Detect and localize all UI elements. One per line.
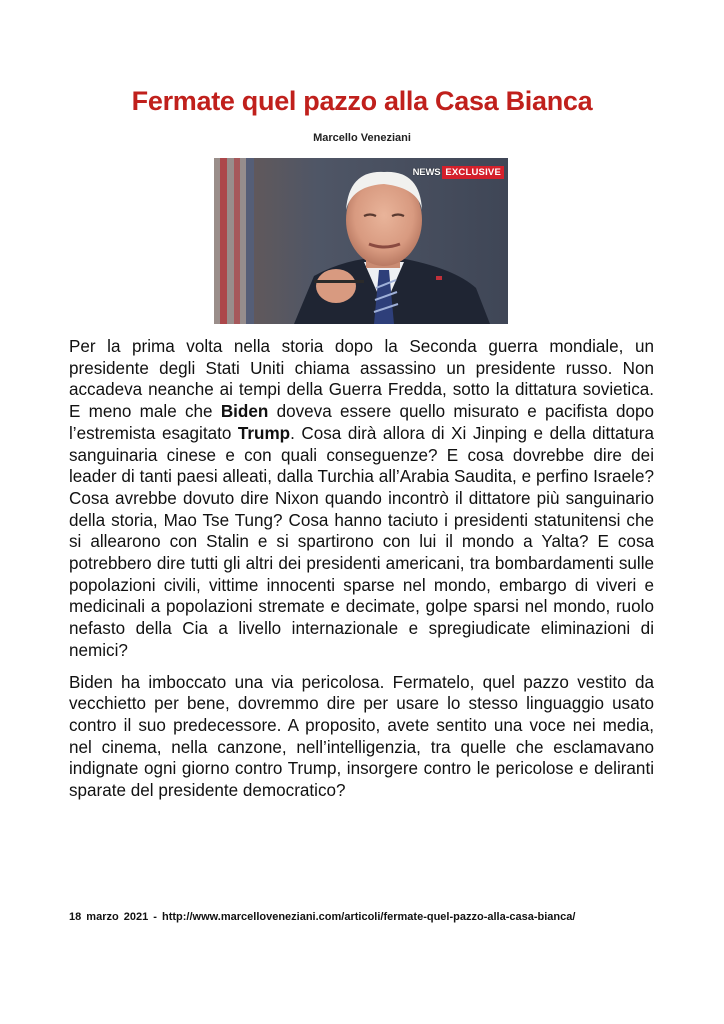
article-title: Fermate quel pazzo alla Casa Bianca	[131, 86, 593, 116]
article-photo	[214, 158, 508, 324]
portrait-illustration	[214, 158, 508, 324]
paragraph-1	[69, 336, 654, 662]
article-author: Marcello Veneziani	[313, 132, 411, 144]
paragraph-2: Biden ha imboccato una via pericolosa. Fermatelo, quel pazzo vestito da vecchietto per bene, dovremmo dire per usare lo stesso linguaggio usato contro il suo predecessore. A proposito, avete sentito una voce nei media, nel cinema, nella canzone, nell’intelligenzia, tra quelle che esclamavano indignate ogni giorno contro Trump, insorgere contro le pericolose e deliranti sparate del presidente democratico?	[69, 672, 654, 801]
news-exclusive-badge	[413, 166, 504, 179]
bold-name-trump: Trump	[237, 423, 291, 443]
article-body	[69, 336, 654, 812]
news-network-label: NEWS	[412, 167, 441, 178]
paragraph-1-part-1: Per la prima volta nella storia dopo la Seconda guerra mondiale, un presidente degli Stati Uniti chiama assassino un presidente russo. Non accadeva neanche ai tempi della Guerra Fredda, sotto la dittatura sovietica. E meno male che	[69, 337, 654, 422]
bold-name-biden: Biden	[220, 402, 269, 422]
exclusive-label: EXCLUSIVE	[442, 166, 504, 179]
paragraph-1-part-3: . Cosa dirà allora di Xi Jinping e della dittatura sanguinaria cinese e con quali conseguenze? E cosa dovrebbe dire dei leader di tanti paesi alleati, dalla Turchia all’Arabia Saudita, e perfino Israele? Cosa avrebbe dovuto dire Nixon quando incontrò il dittatore più sanguinario della storia, Mao Tse Tung? Cosa hanno taciuto i presidenti statunitensi che si allearono con Stalin e si spartirono con lui il mondo a Yalta? E cosa potrebbero dire tutti gli altri dei presidenti americani, tra bombardamenti sulle popolazioni civili, vittime innocenti sparse nel mondo, embargo di viveri e medicinali a popolazioni stremate e decimate, golpe sparsi nel mondo, ruolo nefasto della Cia a livello internazionale e spregiudicate eliminazioni di nemici?	[69, 423, 654, 660]
paragraph-1-part-2: doveva essere quello misurato e pacifista dopo l’estremista esagitato	[69, 402, 654, 443]
article-footer-source: 18 marzo 2021 - http://www.marcelloveneziani.com/articoli/fermate-quel-pazzo-alla-casa-bianca/	[69, 911, 576, 923]
